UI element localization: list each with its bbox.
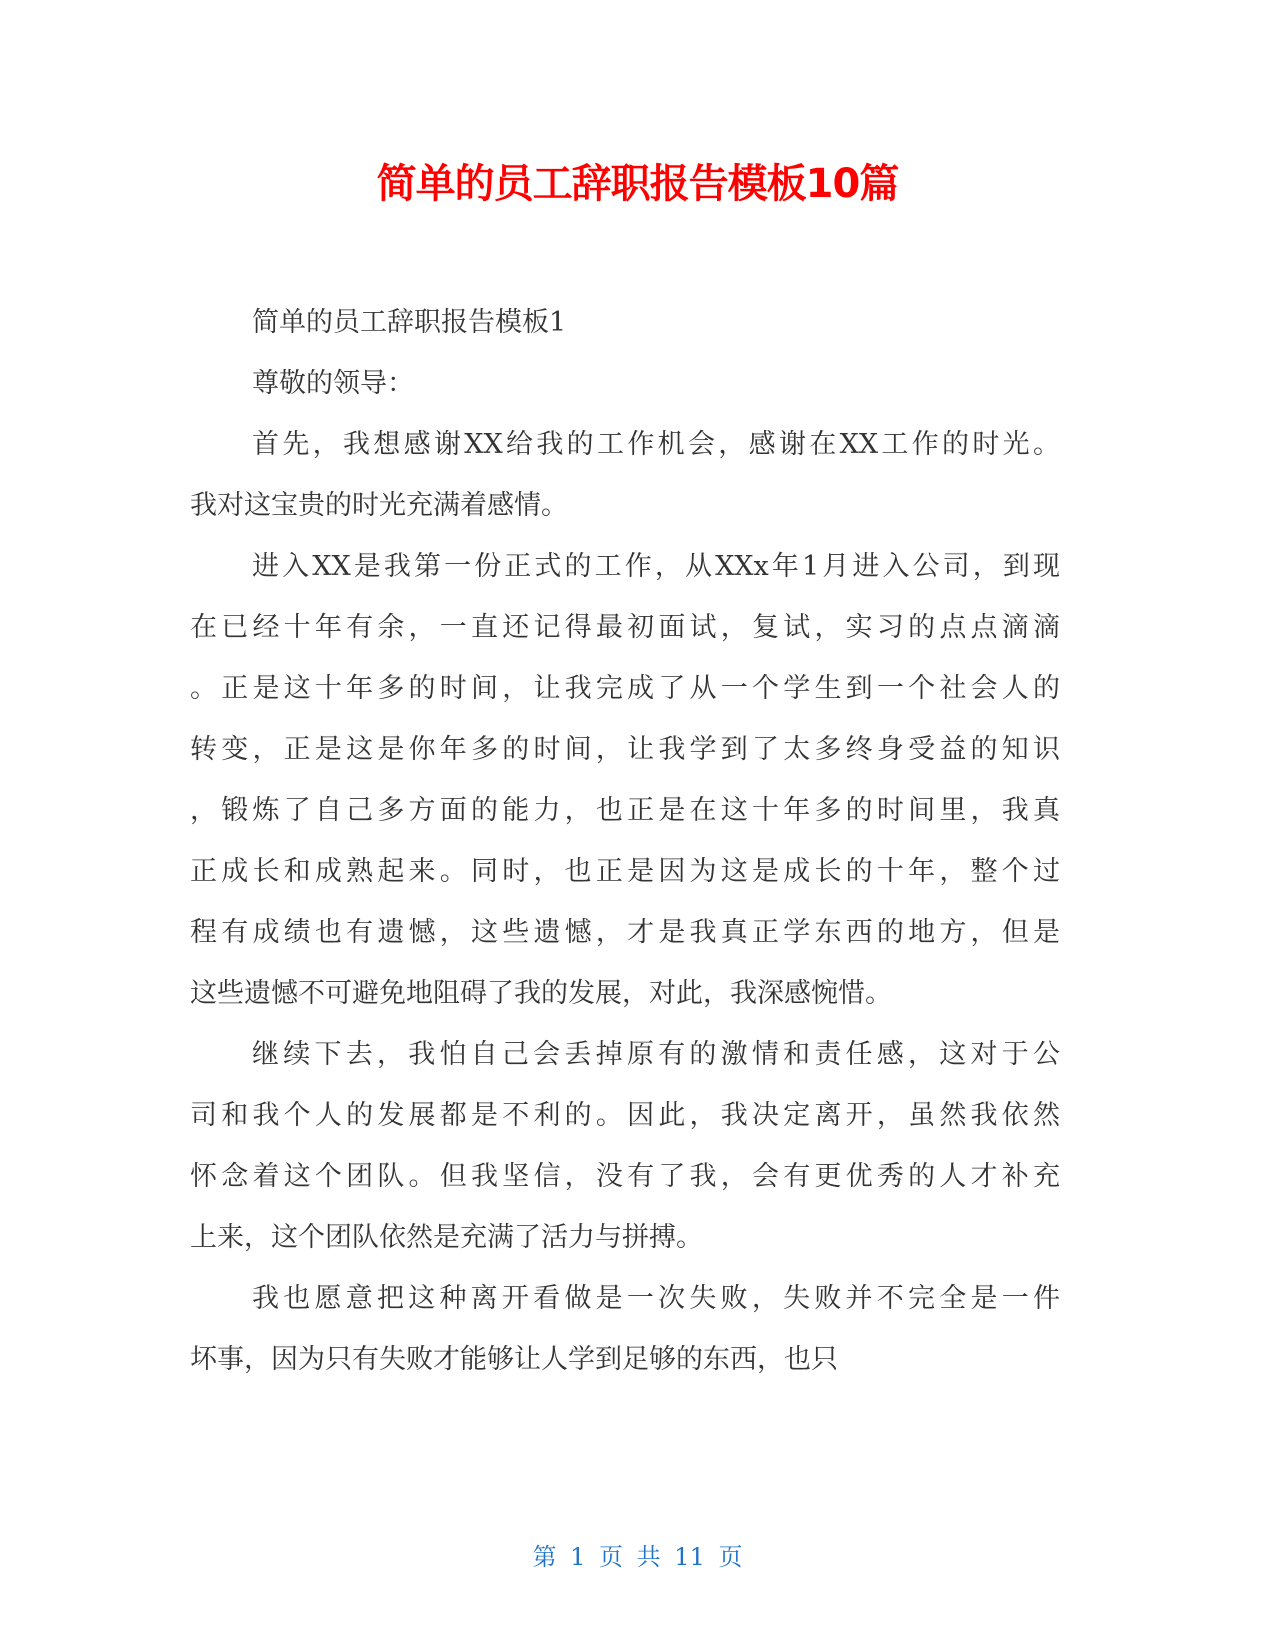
text-line: 在已经十年有余，一直还记得最初面试，复试，实习的点点滴滴 bbox=[190, 612, 1060, 643]
text-line: 怀念着这个团队。但我坚信，没有了我，会有更优秀的人才补充 bbox=[190, 1161, 1060, 1192]
text-line: 我也愿意把这种离开看做是一次失败，失败并不完全是一件 bbox=[252, 1283, 1060, 1314]
text-line: 简单的员工辞职报告模板1 bbox=[252, 307, 567, 338]
text-line: 进入XX是我第一份正式的工作，从XXx年1月进入公司，到现 bbox=[252, 551, 1060, 582]
text-line: 我对这宝贵的时光充满着感情。 bbox=[190, 490, 568, 521]
text-line: 坏事，因为只有失败才能够让人学到足够的东西，也只 bbox=[190, 1344, 838, 1375]
text-line: 程有成绩也有遗憾，这些遗憾，才是我真正学东西的地方，但是 bbox=[190, 917, 1060, 948]
text-line: ，锻炼了自己多方面的能力，也正是在这十年多的时间里，我真 bbox=[190, 795, 1060, 826]
document-body bbox=[190, 292, 1060, 1390]
text-line: 首先，我想感谢XX给我的工作机会，感谢在XX工作的时光。 bbox=[252, 429, 1060, 460]
document-title: 简单的员工辞职报告模板10篇 bbox=[376, 161, 899, 207]
text-line: 。正是这十年多的时间，让我完成了从一个学生到一个社会人的 bbox=[190, 673, 1060, 704]
text-line: 这些遗憾不可避免地阻碍了我的发展，对此，我深感惋惜。 bbox=[190, 978, 892, 1009]
text-line: 司和我个人的发展都是不利的。因此，我决定离开，虽然我依然 bbox=[190, 1100, 1060, 1131]
text-line: 继续下去，我怕自己会丢掉原有的激情和责任感，这对于公 bbox=[252, 1039, 1060, 1070]
text-line: 转变，正是这是你年多的时间，让我学到了太多终身受益的知识 bbox=[190, 734, 1060, 765]
text-line: 正成长和成熟起来。同时，也正是因为这是成长的十年，整个过 bbox=[190, 856, 1060, 887]
text-line: 上来，这个团队依然是充满了活力与拼搏。 bbox=[190, 1222, 703, 1253]
text-line: 尊敬的领导： bbox=[252, 368, 414, 399]
page-footer: 第 1 页 共 11 页 bbox=[532, 1543, 743, 1571]
